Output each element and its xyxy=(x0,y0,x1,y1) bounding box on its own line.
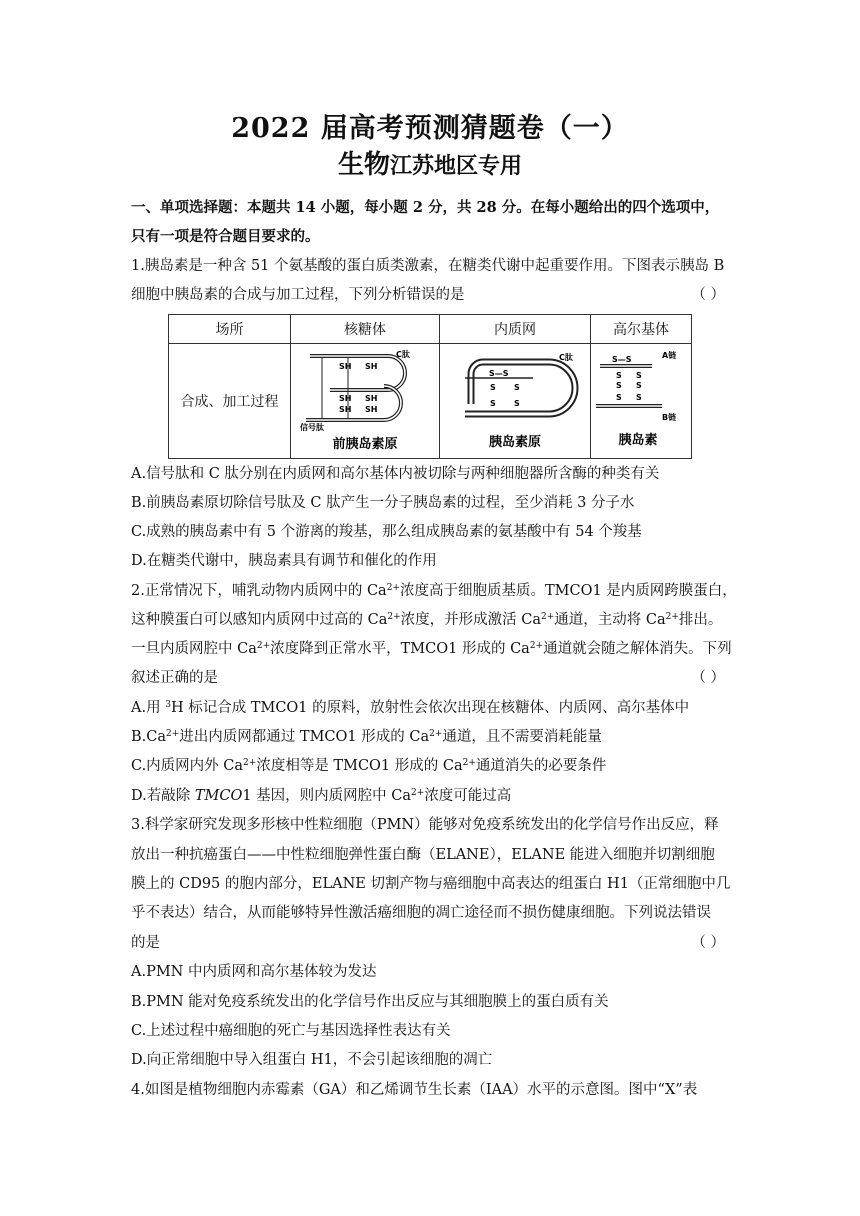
q3-option-c: C.上述过程中癌细胞的死亡与基因选择性表达有关 xyxy=(131,1023,451,1039)
table-header-ribosome: 核糖体 xyxy=(291,315,440,344)
svg-text:S: S xyxy=(636,393,642,402)
svg-text:S: S xyxy=(616,371,622,380)
answer-paren: （ ） xyxy=(691,287,725,303)
table-row-label: 合成、加工过程 xyxy=(169,344,291,459)
proinsulin-caption: 胰岛素原 xyxy=(488,435,542,450)
svg-text:S: S xyxy=(636,381,642,390)
insulin-cell xyxy=(591,344,692,459)
svg-text:S: S xyxy=(514,383,520,392)
answer-paren: （ ） xyxy=(691,935,725,951)
q3-stem-cont: 膜上的 CD95 的胞内部分，ELANE 切割产物与癌细胞中高表达的组蛋白 H1（正常细胞中几 xyxy=(131,876,731,892)
insulin-caption: 胰岛素 xyxy=(618,433,658,448)
svg-text:C肽: C肽 xyxy=(559,353,573,362)
q1-option-d: D.在糖类代谢中，胰岛素具有调节和催化的作用 xyxy=(131,553,437,569)
svg-text:S—S: S—S xyxy=(489,369,509,378)
q1-stem: 1.胰岛素是一种含 51 个氨基酸的蛋白质类激素，在糖类代谢中起重要作用。下图表示胰岛 B xyxy=(131,258,725,274)
exam-subtitle xyxy=(0,144,860,181)
q2-option-c: C.内质网内外 $Ca^{2+}$浓度相等是 TMCO1 形成的 $Ca^{2+}$通道消失的必要条件 xyxy=(131,758,607,774)
q2-stem-cont: 这种膜蛋白可以感知内质网中过高的 $Ca^{2+}$浓度，并形成激活 $Ca^{2+}$通道，主动将 $Ca^{2+}$排出。 xyxy=(131,612,723,628)
exam-title: 2022 届高考预测猜题卷（一） xyxy=(231,113,629,144)
preproinsulin-cell xyxy=(291,344,440,459)
svg-text:S: S xyxy=(490,399,496,408)
q1-option-b: B.前胰岛素原切除信号肽及 C 肽产生一分子胰岛素的过程，至少消耗 3 分子水 xyxy=(131,495,635,511)
svg-text:SH: SH xyxy=(365,394,378,403)
q2-option-b: $B.Ca^{2+}$进出内质网都通过 TMCO1 形成的 $Ca^{2+}$通道，且不需要消耗能量 xyxy=(131,729,602,745)
svg-text:SH: SH xyxy=(339,362,352,371)
q3-stem-cont: 的是 （ ） xyxy=(131,931,731,955)
q3-option-b: B.PMN 能对免疫系统发出的化学信号作出反应与其细胞膜上的蛋白质有关 xyxy=(131,994,609,1010)
svg-text:C肽: C肽 xyxy=(396,350,410,359)
svg-text:SH: SH xyxy=(339,405,352,414)
section-heading-cont: 只有一项是符合题目要求的。 xyxy=(131,228,320,245)
q1-option-c: C.成熟的胰岛素中有 5 个游离的羧基，那么组成胰岛素的氨基酸中有 54 个羧基 xyxy=(131,524,642,540)
q2-option-a: A.用 $^3$H 标记合成 TMCO1 的原料，放射性会依次出现在核糖体、内质网、高尔基体中 xyxy=(131,700,690,716)
table-header-er: 内质网 xyxy=(440,315,591,344)
svg-text:SH: SH xyxy=(365,405,378,414)
svg-text:S—S: S—S xyxy=(612,355,632,364)
proinsulin-cell xyxy=(440,344,591,459)
proinsulin-diagram xyxy=(441,344,589,454)
subject-name: 生物 xyxy=(337,150,390,180)
table-header-golgi: 高尔基体 xyxy=(591,315,692,344)
svg-text:S: S xyxy=(616,381,622,390)
q2-stem-cont: 一旦内质网腔中 $Ca^{2+}$浓度降到正常水平，TMCO1 形成的 $Ca^{2+}$通道就会随之解体消失。下列 xyxy=(131,641,732,657)
answer-paren: （ ） xyxy=(691,670,725,686)
svg-text:B链: B链 xyxy=(662,413,677,422)
region-label: 江苏地区专用 xyxy=(390,153,523,179)
svg-text:A链: A链 xyxy=(662,351,677,360)
q3-option-d: D.向正常细胞中导入组蛋白 H1，不会引起该细胞的凋亡 xyxy=(131,1052,493,1068)
svg-text:SH: SH xyxy=(365,362,378,371)
insulin-diagram xyxy=(592,344,690,454)
preproinsulin-caption: 前胰岛素原 xyxy=(332,437,398,452)
svg-text:SH: SH xyxy=(339,394,352,403)
table-header-site: 场所 xyxy=(169,315,291,344)
svg-text:信号肽: 信号肽 xyxy=(300,423,324,432)
preproinsulin-diagram xyxy=(292,344,438,454)
q2-stem: 2.正常情况下，哺乳动物内质网中的 $Ca^{2+}$浓度高于细胞质基质。TMCO1 是内质网跨膜蛋白， xyxy=(131,583,737,599)
q3-stem: 3.科学家研究发现多形核中性粒细胞（PMN）能够对免疫系统发出的化学信号作出反应，释 xyxy=(131,817,719,833)
q3-stem-cont: 乎不表达）结合，从而能够特异性激活癌细胞的凋亡途径而不损伤健康细胞。下列说法错误 xyxy=(131,905,711,921)
svg-text:S: S xyxy=(514,399,520,408)
q2-stem-cont: 叙述正确的是 （ ） xyxy=(131,666,731,690)
svg-text:S: S xyxy=(616,393,622,402)
svg-text:S: S xyxy=(490,383,496,392)
q3-stem-cont: 放出一种抗癌蛋白——中性粒细胞弹性蛋白酶（ELANE），ELANE 能进入细胞并切割细胞 xyxy=(131,847,715,863)
q3-option-a: A.PMN 中内质网和高尔基体较为发达 xyxy=(131,964,377,980)
q1-stem-cont: 细胞中胰岛素的合成与加工过程，下列分析错误的是 （ ） xyxy=(131,283,731,307)
svg-text:S: S xyxy=(636,371,642,380)
q2-option-d: D.若敲除 TMCO1 基因，则内质网腔中 $Ca^{2+}$浓度可能过高 xyxy=(131,788,512,804)
insulin-process-table xyxy=(168,314,692,459)
q1-option-a: A.信号肽和 C 肽分别在内质网和高尔基体内被切除与两种细胞器所含酶的种类有关 xyxy=(131,466,660,482)
q4-stem: 4.如图是植物细胞内赤霉素（GA）和乙烯调节生长素（IAA）水平的示意图。图中“X”表 xyxy=(131,1082,698,1098)
section-heading: 一、单项选择题：本题共 14 小题，每小题 2 分，共 28 分。在每小题给出的四个选项中， xyxy=(131,199,720,216)
